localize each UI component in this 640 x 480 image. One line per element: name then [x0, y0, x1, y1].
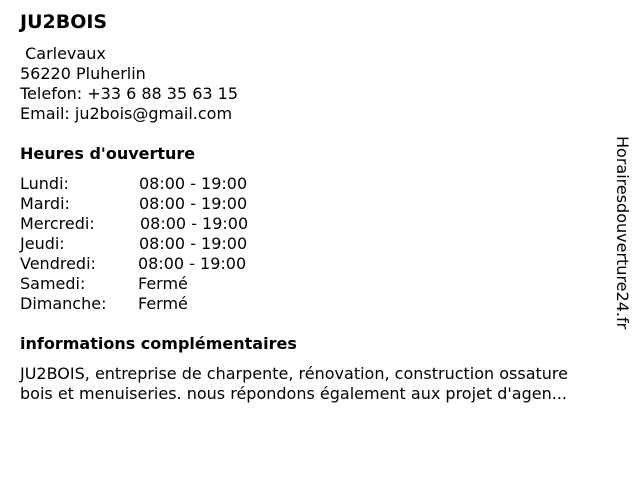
hours-row-monday [20, 174, 320, 194]
hours-row-wednesday [20, 214, 320, 234]
email-text: Email: ju2bois@gmail.com [20, 104, 233, 123]
hours-day: Lundi: [20, 174, 69, 193]
hours-time: Fermé [138, 294, 188, 313]
hours-day: Dimanche: [20, 294, 107, 313]
hours-time: Fermé [138, 274, 188, 293]
additional-info-heading: informations complémentaires [20, 334, 297, 353]
hours-row-saturday [20, 274, 320, 294]
hours-row-tuesday [20, 194, 320, 214]
vertical-site-brand [612, 136, 632, 346]
hours-row-friday [20, 254, 320, 274]
hours-day: Jeudi: [20, 234, 65, 253]
hours-day: Mercredi: [20, 214, 95, 233]
hours-time: 08:00 - 19:00 [139, 174, 248, 193]
hours-day: Samedi: [20, 274, 86, 293]
phone-text: Telefon: +33 6 88 35 63 15 [20, 84, 239, 103]
address-line-city: 56220 Pluherlin [20, 64, 146, 83]
additional-info-text-line-2: bois et menuiseries. nous répondons également aux projet d'agen... [20, 384, 567, 403]
hours-time: 08:00 - 19:00 [139, 234, 248, 253]
hours-time: 08:00 - 19:00 [139, 194, 248, 213]
opening-hours-heading: Heures d'ouverture [20, 144, 196, 163]
address-line-street: Carlevaux [20, 44, 106, 63]
hours-day: Vendredi: [20, 254, 96, 273]
hours-row-thursday [20, 234, 320, 254]
vertical-site-brand-text: Horairesdouverture24.fr [613, 136, 632, 330]
hours-day: Mardi: [20, 194, 70, 213]
business-name: JU2BOIS [20, 11, 108, 33]
additional-info-text-line-1: JU2BOIS, entreprise de charpente, rénovation, construction ossature [20, 364, 568, 383]
hours-time: 08:00 - 19:00 [138, 254, 247, 273]
hours-time: 08:00 - 19:00 [140, 214, 249, 233]
hours-row-sunday [20, 294, 320, 314]
